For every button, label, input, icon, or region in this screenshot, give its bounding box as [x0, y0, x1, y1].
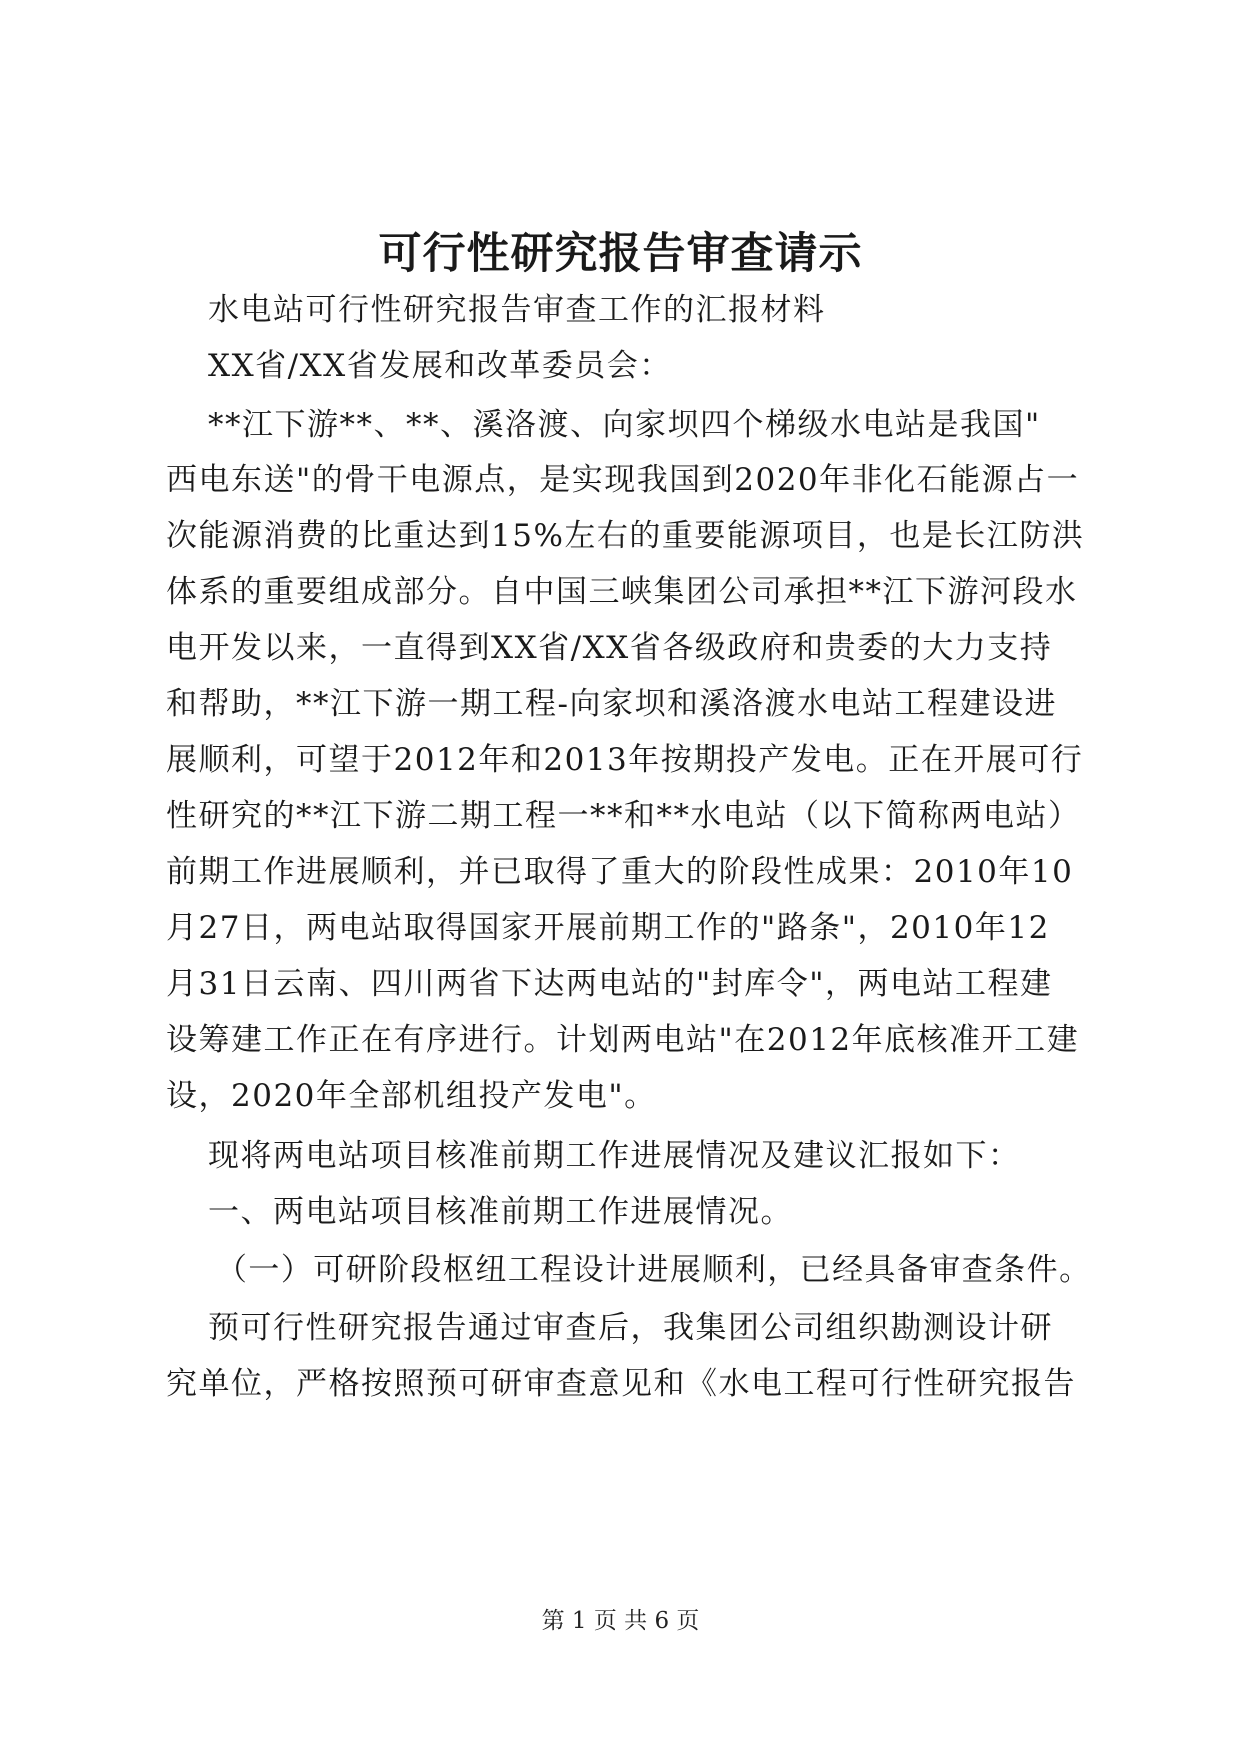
body-line: 水电站可行性研究报告审查工作的汇报材料 [208, 292, 826, 328]
body-line: 月31日云南、四川两省下达两电站的"封库令"，两电站工程建 [166, 966, 1053, 1002]
document-title: 可行性研究报告审查请示 [378, 229, 863, 279]
body-line: 性研究的**江下游二期工程一**和**水电站（以下简称两电站） [166, 798, 1081, 834]
body-line: 现将两电站项目核准前期工作进展情况及建议汇报如下： [208, 1138, 1021, 1174]
body-line: 设筹建工作正在有序进行。计划两电站"在2012年底核准开工建 [166, 1022, 1080, 1058]
body-line: 次能源消费的比重达到15%左右的重要能源项目，也是长江防洪 [166, 518, 1085, 554]
body-line: （一）可研阶段枢纽工程设计进展顺利，已经具备审查条件。 [216, 1252, 1092, 1288]
body-line: 设，2020年全部机组投产发电"。 [166, 1078, 657, 1114]
body-line: XX省/XX省发展和改革委员会： [208, 348, 672, 384]
body-line: 体系的重要组成部分。自中国三峡集团公司承担**江下游河段水 [166, 574, 1078, 610]
body-line: 预可行性研究报告通过审查后，我集团公司组织勘测设计研 [208, 1310, 1053, 1346]
body-line: 前期工作进展顺利，并已取得了重大的阶段性成果：2010年10 [166, 854, 1074, 890]
body-line: **江下游**、**、溪洛渡、向家坝四个梯级水电站是我国" [208, 407, 1041, 443]
body-line: 电开发以来，一直得到XX省/XX省各级政府和贵委的大力支持 [166, 630, 1053, 666]
body-line: 月27日，两电站取得国家开展前期工作的"路条"，2010年12 [166, 910, 1050, 946]
body-line: 西电东送"的骨干电源点，是实现我国到2020年非化石能源占一 [166, 462, 1080, 498]
body-line: 展顺利，可望于2012年和2013年按期投产发电。正在开展可行 [166, 742, 1084, 778]
body-line: 和帮助，**江下游一期工程-向家坝和溪洛渡水电站工程建设进 [166, 686, 1057, 722]
body-line: 一、两电站项目核准前期工作进展情况。 [208, 1194, 793, 1230]
body-line: 究单位，严格按照预可研审查意见和《水电工程可行性研究报告 [166, 1366, 1076, 1402]
page-number-footer: 第 1 页 共 6 页 [541, 1608, 700, 1634]
